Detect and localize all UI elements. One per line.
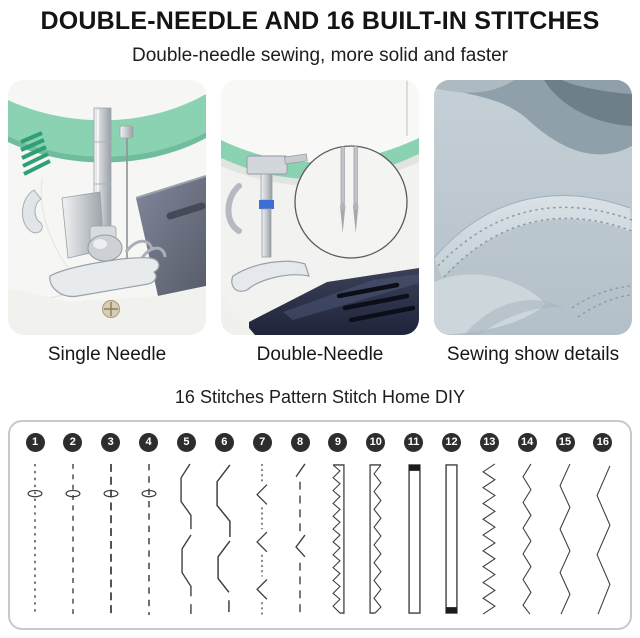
stitch-pattern-10 bbox=[363, 433, 389, 618]
caption-single-needle: Single Needle bbox=[47, 343, 167, 365]
stitch-number-badge-1: 1 bbox=[26, 433, 45, 452]
stitch-glyph-15 bbox=[552, 460, 578, 618]
figure-double-needle bbox=[221, 80, 419, 366]
magnifier-lens bbox=[295, 146, 407, 258]
caption-sewing-details: Sewing show details bbox=[446, 343, 620, 365]
figure-single-needle bbox=[8, 80, 206, 366]
stitch-pattern-5 bbox=[173, 433, 199, 618]
stitch-glyph-8 bbox=[287, 460, 313, 618]
stitch-glyph-2 bbox=[60, 460, 86, 618]
stitch-pattern-11 bbox=[401, 433, 427, 618]
sewing-details-photo bbox=[434, 80, 632, 335]
stitch-pattern-16 bbox=[590, 433, 616, 618]
stitch-number-badge-13: 13 bbox=[480, 433, 499, 452]
stitch-number-badge-3: 3 bbox=[101, 433, 120, 452]
stitch-pattern-6 bbox=[211, 433, 237, 618]
stitch-pattern-3 bbox=[98, 433, 124, 618]
stitch-number-badge-8: 8 bbox=[291, 433, 310, 452]
stitch-pattern-15 bbox=[552, 433, 578, 618]
stitch-number-badge-5: 5 bbox=[177, 433, 196, 452]
stitch-number-badge-12: 12 bbox=[442, 433, 461, 452]
caption-double-needle: Double-Needle bbox=[256, 343, 384, 365]
stitch-glyph-6 bbox=[211, 460, 237, 618]
clamp-knob bbox=[88, 235, 122, 261]
fabric-stitch-detail-illustration bbox=[434, 80, 632, 335]
stitch-glyph-5 bbox=[173, 460, 199, 618]
page-subtitle: Double-needle sewing, more solid and faster bbox=[132, 44, 508, 66]
stitch-glyph-7 bbox=[249, 460, 275, 618]
stitch-pattern-4 bbox=[136, 433, 162, 618]
stitch-number-badge-6: 6 bbox=[215, 433, 234, 452]
stitch-pattern-box bbox=[8, 420, 632, 630]
figure-sewing-details bbox=[434, 80, 632, 366]
photo-row bbox=[8, 80, 632, 366]
stitch-number-badge-11: 11 bbox=[404, 433, 423, 452]
stitch-pattern-7 bbox=[249, 433, 275, 618]
stitch-glyph-10 bbox=[363, 460, 389, 618]
sewing-machine-single-needle-illustration bbox=[8, 80, 206, 335]
stitch-section-caption: 16 Stitches Pattern Stitch Home DIY bbox=[174, 386, 466, 407]
machine-body bbox=[221, 80, 419, 162]
stitch-glyph-1 bbox=[22, 460, 48, 618]
single-needle-photo bbox=[8, 80, 206, 335]
stitch-number-badge-10: 10 bbox=[366, 433, 385, 452]
sewing-machine-double-needle-illustration bbox=[221, 80, 419, 335]
stitch-glyph-13 bbox=[476, 460, 502, 618]
stitch-pattern-13 bbox=[476, 433, 502, 618]
stitch-number-badge-4: 4 bbox=[139, 433, 158, 452]
stitch-number-badge-15: 15 bbox=[556, 433, 575, 452]
stitch-number-badge-9: 9 bbox=[328, 433, 347, 452]
stitch-glyph-3 bbox=[98, 460, 124, 618]
stitch-glyph-9 bbox=[325, 460, 351, 618]
double-needle-photo bbox=[221, 80, 419, 335]
stitch-number-badge-7: 7 bbox=[253, 433, 272, 452]
stitch-pattern-9 bbox=[325, 433, 351, 618]
stitch-pattern-12 bbox=[438, 433, 464, 618]
stitch-glyph-14 bbox=[514, 460, 540, 618]
stitch-glyph-12 bbox=[438, 460, 464, 618]
stitch-pattern-1 bbox=[22, 433, 48, 618]
stitch-number-badge-14: 14 bbox=[518, 433, 537, 452]
page-title: DOUBLE-NEEDLE AND 16 BUILT-IN STITCHES bbox=[40, 7, 600, 35]
presser-bar bbox=[261, 174, 272, 200]
stitch-number-badge-2: 2 bbox=[63, 433, 82, 452]
stitch-number-badge-16: 16 bbox=[593, 433, 612, 452]
stitch-pattern-2 bbox=[60, 433, 86, 618]
stitch-glyph-16 bbox=[590, 460, 616, 618]
stitch-glyph-4 bbox=[136, 460, 162, 618]
stitch-glyph-11 bbox=[401, 460, 427, 618]
stitch-pattern-8 bbox=[287, 433, 313, 618]
stitch-pattern-14 bbox=[514, 433, 540, 618]
blue-ring bbox=[259, 200, 274, 209]
